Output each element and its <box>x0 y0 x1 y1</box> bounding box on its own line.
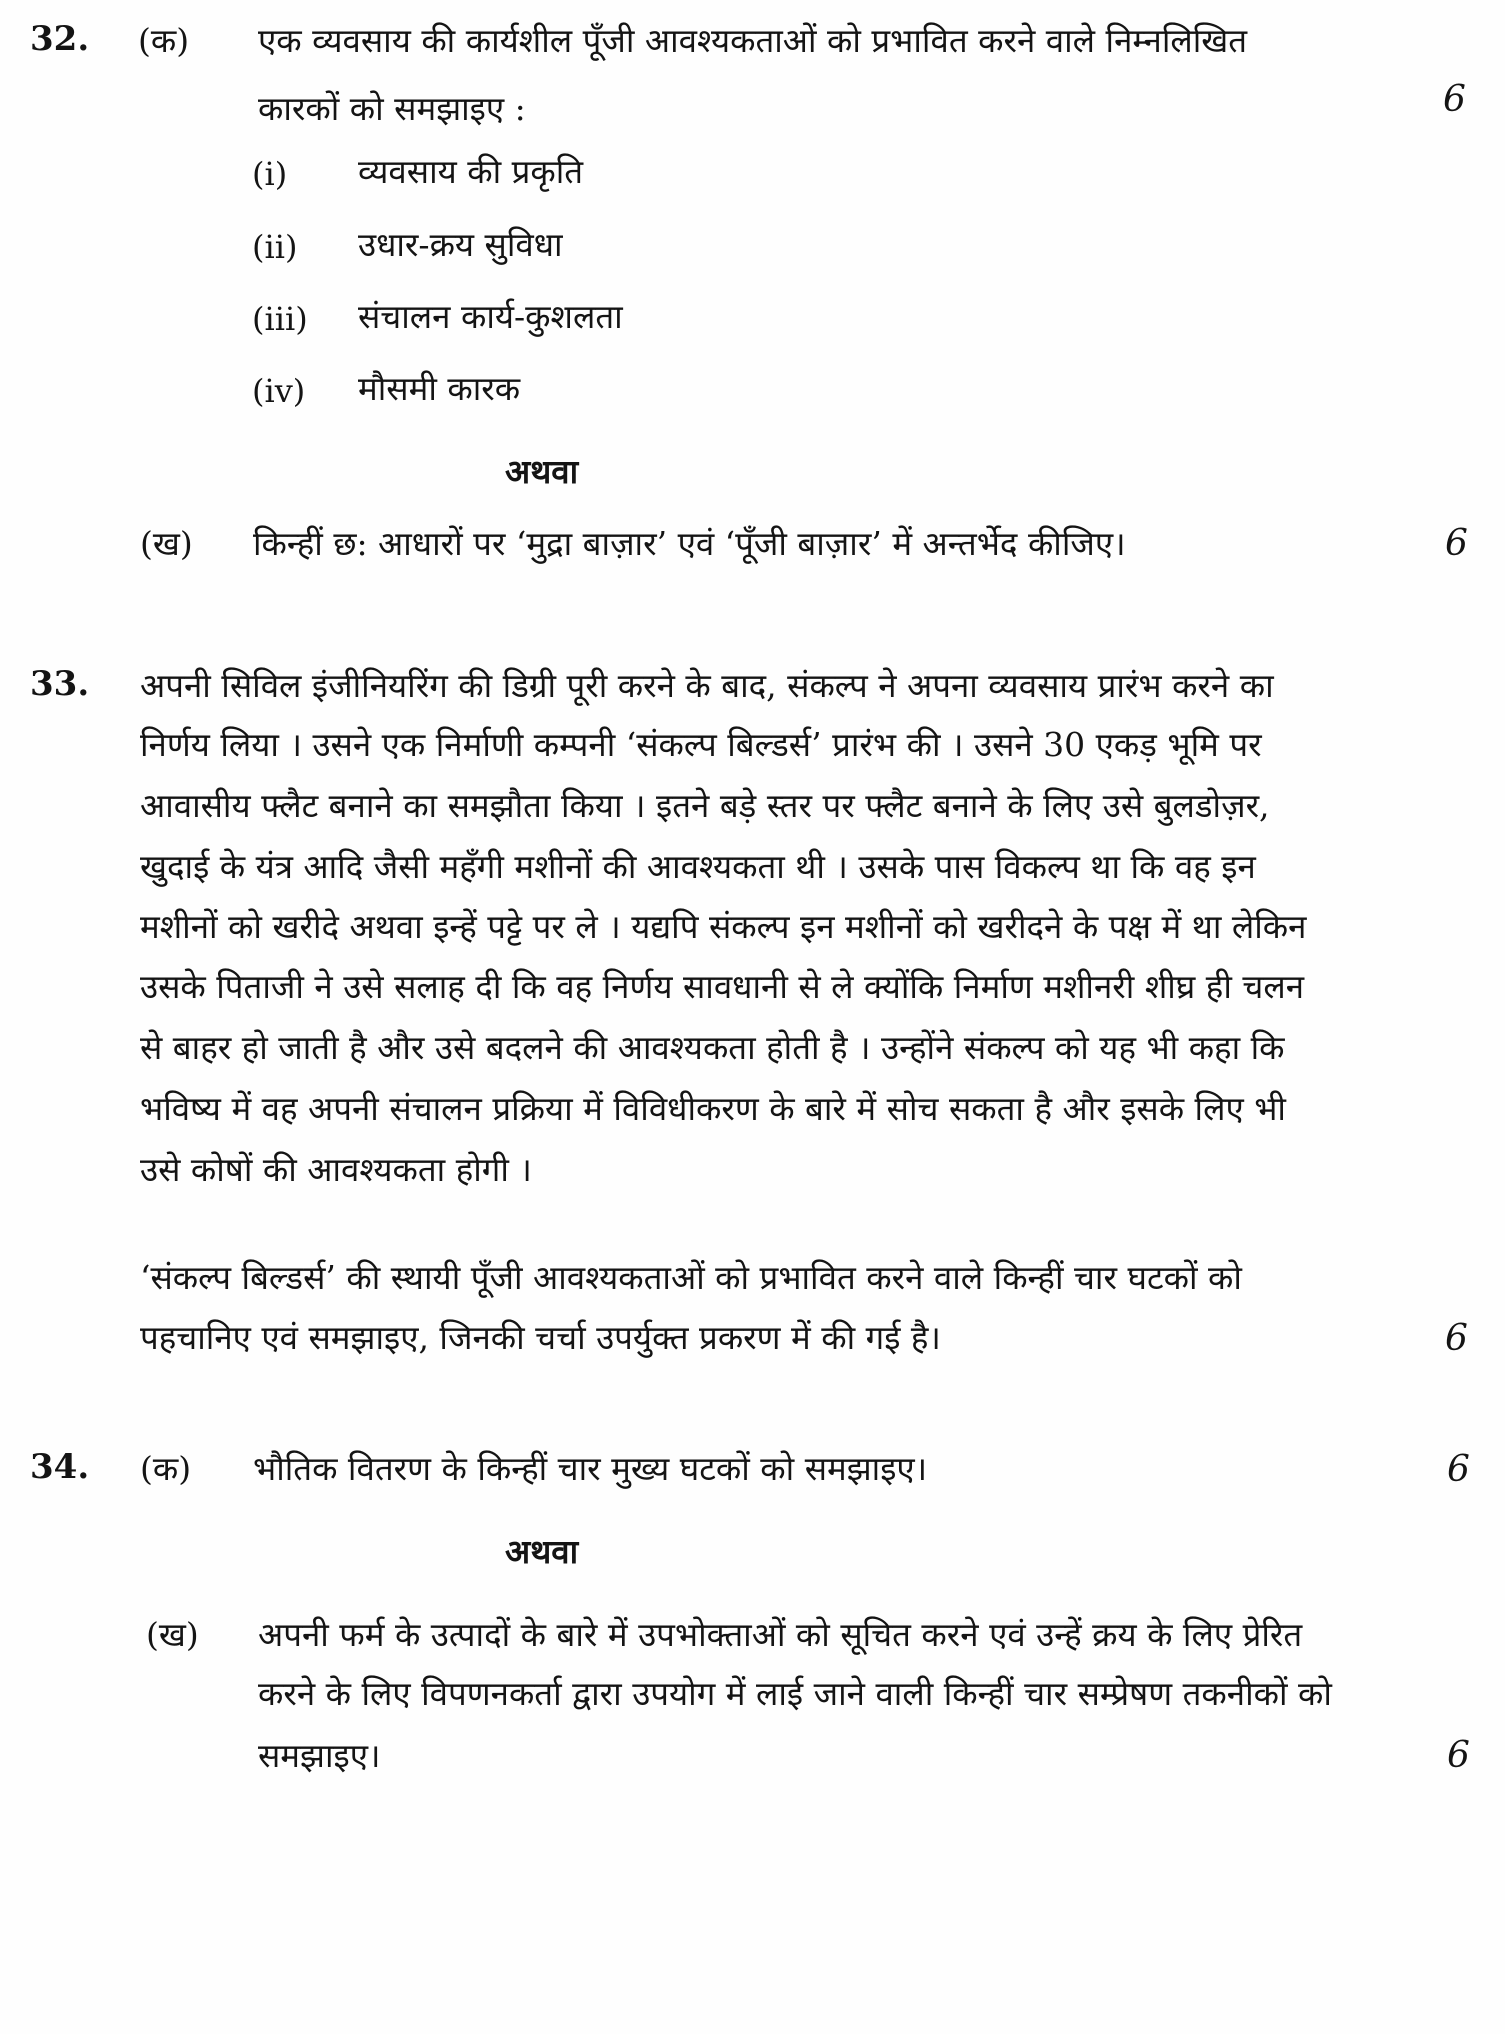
question-32-number: 32. <box>30 19 90 59</box>
question-34-number: 34. <box>30 1447 90 1487</box>
q32-item-ii-label: (ii) <box>252 228 298 266</box>
q32-item-i-text: व्यवसाय की प्रकृति <box>358 152 584 191</box>
q32-part-a-line-1: एक व्यवसाय की कार्यशील पूँजी आवश्यकताओं को प्रभावित करने वाले निम्नलिखित <box>258 21 1248 60</box>
q34-part-b-marks: 6 <box>1447 1735 1470 1776</box>
q34-part-a-line-1: भौतिक वितरण के किन्हीं चार मुख्य घटकों को समझाइए। <box>253 1449 928 1488</box>
q33-case-line-2: निर्णय लिया । उसने एक निर्माणी कम्पनी ‘संकल्प बिल्डर्स’ प्रारंभ की । उसने 30 एकड़ भूमि पर <box>140 725 1262 764</box>
question-33-number: 33. <box>30 664 90 704</box>
q33-case-line-3: आवासीय फ्लैट बनाने का समझौता किया । इतने बड़े स्तर पर फ्लैट बनाने के लिए उसे बुलडोज़र, <box>140 786 1270 825</box>
q34-part-b-line-3: समझाइए। <box>258 1736 381 1775</box>
q33-case-line-6: उसके पिताजी ने उसे सलाह दी कि वह निर्णय सावधानी से ले क्योंकि निर्माण मशीनरी शीघ्र ही चलन <box>140 967 1305 1006</box>
q32-item-iii-text: संचालन कार्य-कुशलता <box>358 297 623 336</box>
q33-case-line-4: खुदाई के यंत्र आदि जैसी महँगी मशीनों की आवश्यकता थी । उसके पास विकल्प था कि वह इन <box>140 847 1256 886</box>
q32-item-iii-label: (iii) <box>252 300 308 338</box>
q33-task-line-1: ‘संकल्प बिल्डर्स’ की स्थायी पूँजी आवश्यकताओं को प्रभावित करने वाले किन्हीं चार घटकों को <box>140 1258 1242 1297</box>
q33-case-line-1: अपनी सिविल इंजीनियरिंग की डिग्री पूरी करने के बाद, संकल्प ने अपना व्यवसाय प्रारंभ करने का <box>140 666 1274 705</box>
q32-item-iv-label: (iv) <box>252 372 306 410</box>
q32-or-separator: अथवा <box>505 452 579 491</box>
q32-part-b-line-1: किन्हीं छ: आधारों पर ‘मुद्रा बाज़ार’ एवं ‘पूँजी बाज़ार’ में अन्तर्भेद कीजिए। <box>253 524 1126 563</box>
q32-part-b-label: (ख) <box>140 524 193 563</box>
q33-case-line-5: मशीनों को खरीदे अथवा इन्हें पट्टे पर ले । यद्यपि संकल्प इन मशीनों को खरीदने के पक्ष में था लेकिन <box>140 907 1307 946</box>
q32-item-ii-text: उधार-क्रय सुविधा <box>358 225 563 264</box>
q32-item-i-label: (i) <box>252 155 288 193</box>
q34-or-separator: अथवा <box>505 1532 579 1571</box>
q33-case-line-9: उसे कोषों की आवश्यकता होगी । <box>140 1150 532 1189</box>
q32-part-b-marks: 6 <box>1445 523 1468 564</box>
q32-item-iv-text: मौसमी कारक <box>358 369 521 408</box>
q33-case-line-8: भविष्य में वह अपनी संचालन प्रक्रिया में विविधीकरण के बारे में सोच सकता है और इसके लिए भी <box>140 1089 1286 1128</box>
q33-case-line-7: से बाहर हो जाती है और उसे बदलने की आवश्यकता होती है । उन्होंने संकल्प को यह भी कहा कि <box>140 1028 1285 1067</box>
q32-part-a-label: (क) <box>138 21 190 60</box>
q33-marks: 6 <box>1445 1318 1468 1359</box>
q34-part-a-label: (क) <box>140 1449 192 1488</box>
q34-part-b-line-1: अपनी फर्म के उत्पादों के बारे में उपभोक्ताओं को सूचित करने एवं उन्हें क्रय के लिए प्रेरित <box>258 1615 1303 1654</box>
q34-part-a-marks: 6 <box>1447 1449 1470 1490</box>
q32-part-a-marks: 6 <box>1443 79 1466 120</box>
q34-part-b-line-2: करने के लिए विपणनकर्ता द्वारा उपयोग में लाई जाने वाली किन्हीं चार सम्प्रेषण तकनीकों को <box>258 1674 1332 1713</box>
q33-task-line-2: पहचानिए एवं समझाइए, जिनकी चर्चा उपर्युक्त प्रकरण में की गई है। <box>140 1318 941 1357</box>
q34-part-b-label: (ख) <box>146 1615 199 1654</box>
q32-part-a-line-2: कारकों को समझाइए : <box>258 89 526 128</box>
